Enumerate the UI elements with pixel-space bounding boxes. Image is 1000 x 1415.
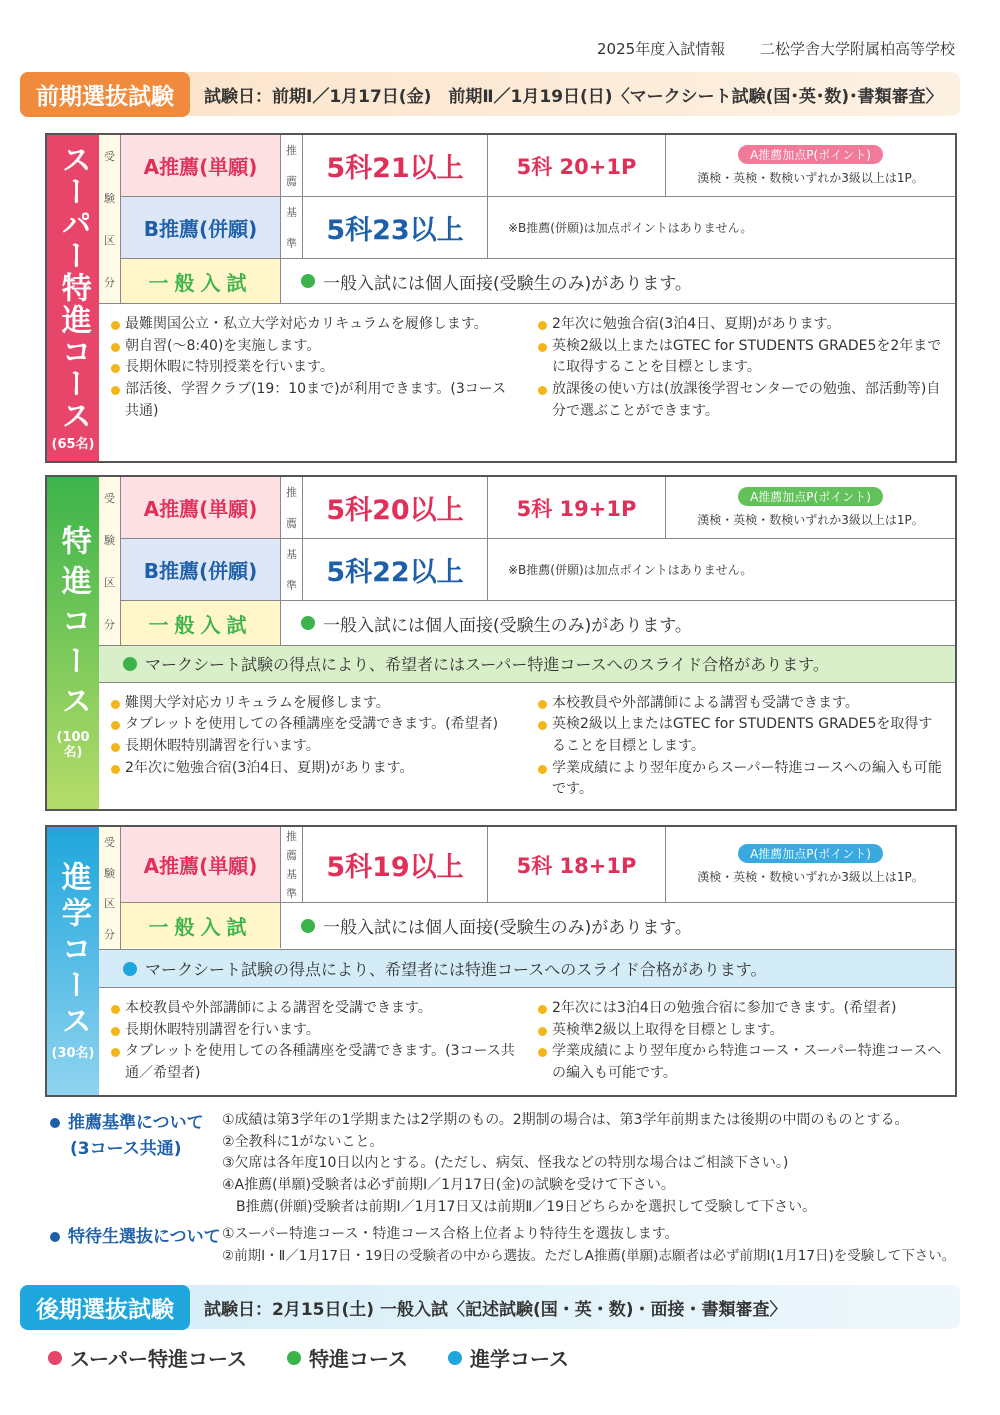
late-dates: 試験日：2月15日(土) 一般入試〈記述試験(国・英・数)・面接・書類審査〉 [204,1299,787,1320]
super-course: スーパー特進コース (65名) 受 験 区 分 A推薦(単願) 推 薦 5科21以上 5科 20+1P A推薦加点P(ポイント) 漢検・英検・数検いずれか3級以上は1P。 B推薦(併願) 基 準 5科23以上 ※B推薦(併願)は加点ポイントはありません。 一般入試 一般入試には個人面接(受験生のみ)があります。 最難関国公立・私立大学対応カリキュラムを履修します。 朝自習(～8:40)を実施します。 長期休暇に特別授業を行います。 部活後、学習クラブ(19：10まで)が利用できます。(3コース共通) 2年次に勉強合宿(3泊4日、夏期)があります。 英検2級以上またはGTEC for STUDENTS GRADE5を2年までに取得することを目標とします。 放課後の使い方は(放課後学習センターでの勉強、部活動等)自分で選ぶことができます。 [45,133,957,463]
a-rec-label: A推薦(単願) [121,827,281,902]
shingaku-features: 本校教員や外部講師による講習を受講できます。 長期休暇特別講習を行います。 タブレットを使用しての各種講座を受講できます。(3コース共通／希望者) 2年次には3泊4日の勉強合宿に参加できます。(希望者) 英検準2級以上取得を目標とします。 学業成績により翌年度から特進コース・スーパー特進コースへの編入も可能です。 [99,988,955,1093]
late-course-list: スーパー特進コース 特進コース 進学コース [48,1343,609,1372]
b-rec-score: 5科22以上 [303,539,488,600]
a-rec-point: 5科 20+1P [488,135,666,196]
tokushin-course: 特進コース (100名) 受 験 区 分 A推薦(単願) 推 薦 5科20以上 5科 19+1P A推薦加点P(ポイント) 漢検・英検・数検いずれか3級以上は1P。 B推薦(併願) 基 準 5科22以上 ※B推薦(併願)は加点ポイントはありません。 一般入試 一般入試には個人面接(受験生のみ)があります。 マークシート試験の得点により、希望者にはスーパー特進コースへのスライド合格があります。 難関大学対応カリキュラムを履修します。 タブレットを使用しての各種講座を受講できます。(希望者) 長期休暇特別講習を行います。 2年次に勉強合宿(3泊4日、夏期)があります。 本校教員や外部講師による講習も受講できます。 英検2級以上またはGTEC for STUDENTS GRADE5を取得することを目標とします。 学業成績により翌年度からスーパー特進コースへの編入も可能です。 [45,475,957,811]
general-label: 一般入試 [121,259,281,303]
early-band [20,72,960,116]
early-dates: 試験日：前期Ⅰ／1月17日(金) 前期Ⅱ／1月19日(日)〈マークシート試験(国･英･数)･書類審査〉 [204,86,943,107]
general-label: 一般入試 [121,601,281,645]
a-rec-score: 5科19以上 [303,827,488,902]
recommendation-notes: 推薦基準について (3コース共通) ①成績は第3学年の1学期または2学期のもの。2期制の場合は、第3学年前期または後期の中間のものとする。 ②全教科に1がないこと。 ③欠席は各年度10日以内とする。(ただし、病気、怪我などの特別な場合はご相談下さい。) ④A推薦(単願)受験者は必ず前期Ⅰ／1月17日(金)の試験を受けて下さい。 B推薦(併願)受験者は前期Ⅰ／1月17日又は前期Ⅱ／19日どちらかを選択して受験して下さい。 特待生選抜について ①スーパー特進コース・特進コース合格上位者より特待生を選抜します。 ②前期Ⅰ・Ⅱ／1月17日・19日の受験者の中から選抜。ただしA推薦(単願)志願者は必ず前期Ⅰ(1月17日)を受験して下さい。 [50,1110,955,1267]
super-title: スーパー特進コース (65名) [47,135,99,461]
a-rec-score: 5科21以上 [303,135,488,196]
b-rec-score: 5科23以上 [303,197,488,258]
a-rec-point: 5科 18+1P [488,827,666,902]
school-name: 二松学舎大学附属柏高等学校 [759,40,955,58]
general-note: 一般入試には個人面接(受験生のみ)があります。 [281,259,955,303]
a-rec-label: A推薦(単願) [121,477,281,538]
a-rec-score: 5科20以上 [303,477,488,538]
header [567,38,955,59]
late-label: 後期選抜試験 [20,1285,190,1330]
early-label: 前期選抜試験 [20,72,190,117]
criteria-label: 推 薦 [281,135,303,196]
general-label: 一般入試 [121,903,281,948]
b-rec-label: B推薦(併願) [121,197,281,258]
late-band [20,1285,960,1329]
exam-category-label: 受 験 区 分 [99,135,121,303]
year-info: 2025年度入試情報 [597,40,726,58]
super-features: 最難関国公立・私立大学対応カリキュラムを履修します。 朝自習(～8:40)を実施します。 長期休暇に特別授業を行います。 部活後、学習クラブ(19：10まで)が利用できます。(3コース共通) 2年次に勉強合宿(3泊4日、夏期)があります。 英検2級以上またはGTEC for STUDENTS GRADE5を2年までに取得することを目標とします。 放課後の使い方は(放課後学習センターでの勉強、部活動等)自分で選ぶことができます。 [99,304,955,430]
b-rec-label: B推薦(併願) [121,539,281,600]
shingaku-slide: マークシート試験の得点により、希望者には特進コースへのスライド合格があります。 [99,950,955,988]
tokushin-slide: マークシート試験の得点により、希望者にはスーパー特進コースへのスライド合格があります。 [99,646,955,683]
b-note: ※B推薦(併願)は加点ポイントはありません。 [508,221,753,235]
a-rec-label: A推薦(単願) [121,135,281,196]
tokushin-title: 特進コース (100名) [47,477,99,809]
a-rec-point: 5科 19+1P [488,477,666,538]
shingaku-course: 進学コース (30名) 受 験 区 分 A推薦(単願) 推 薦 基 準 5科19以上 5科 18+1P A推薦加点P(ポイント) 漢検・英検・数検いずれか3級以上は1P。 一般入試 一般入試には個人面接(受験生のみ)があります。 マークシート試験の得点により、希望者には特進コースへのスライド合格があります。 本校教員や外部講師による講習を受講できます。 長期休暇特別講習を行います。 タブレットを使用しての各種講座を受講できます。(3コース共通／希望者) 2年次には3泊4日の勉強合宿に参加できます。(希望者) 英検準2級以上取得を目標とします。 学業成績により翌年度から特進コース・スーパー特進コースへの編入も可能です。 [45,825,957,1097]
tokushin-features: 難関大学対応カリキュラムを履修します。 タブレットを使用しての各種講座を受講できます。(希望者) 長期休暇特別講習を行います。 2年次に勉強合宿(3泊4日、夏期)があります。 本校教員や外部講師による講習も受講できます。 英検2級以上またはGTEC for STUDENTS GRADE5を取得することを目標とします。 学業成績により翌年度からスーパー特進コースへの編入も可能です。 [99,683,955,809]
shingaku-title: 進学コース (30名) [47,827,99,1095]
